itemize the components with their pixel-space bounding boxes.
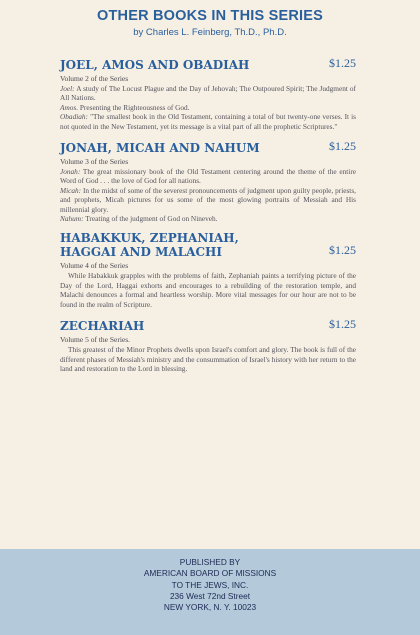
book-list [60,56,356,381]
prophet-label: Micah: [60,185,82,195]
book-description [60,84,356,103]
prophet-label: Nahum: [60,214,84,224]
publisher-city: NEW YORK, N. Y. 10023 [163,602,257,613]
book-description [60,167,356,186]
volume-label: Volume 2 of the Series [60,74,129,83]
description-text: The great missionary book of the Old Testament centering around the theme of the entire Word of God . . . the love of God for all nations. [60,167,356,186]
prophet-label: Amos. [60,102,79,112]
book-description: While Habakkuk grapples with the problems of faith, Zephaniah paints a terrifying picture of the Day of the Lord, Haggai exhorts and encourages to a rebuilding of the restoration temple, and Malachi denounces a formal and heartless worship. More vital messages for our hour are not to be found in the realm of Scripture. [60,271,356,309]
book-description [60,214,356,223]
prophet-label: Jonah: [60,167,81,177]
book-entry [60,317,356,373]
publisher-info [0,557,420,613]
book-price: $1.25 [329,243,356,258]
book-description: This greatest of the Minor Prophets dwells upon Israel's comfort and glory. The book is full of the different phases of Messiah's ministry and the consummation of Israel's history with her return to the land and restoration to the Lord in blessing. [60,345,356,373]
book-title: JONAH, MICAH AND NAHUM [60,141,260,156]
description-text: "The smallest book in the Old Testament, containing a total of but twenty-one verses. It is not quoted in the New Testament, yet its message is a vital part of all the prophetic Scriptures." [60,112,356,131]
publisher-name: TO THE JEWS, INC. [171,579,249,590]
volume-label: Volume 4 of the Series [60,261,129,271]
prophet-label: Joel: [60,84,75,93]
book-price: $1.25 [329,56,356,70]
description-text: A study of The Locust Plague and the Day of Jehovah; The Outpoured Spirit; The Judgment of All Nations. [60,84,356,103]
page-title: OTHER BOOKS IN THIS SERIES [97,8,323,24]
book-price: $1.25 [329,139,356,154]
publisher-line: PUBLISHED BY [179,557,241,567]
book-title: ZECHARIAH [60,319,145,334]
book-entry [60,139,356,223]
book-price: $1.25 [329,317,356,332]
header [0,8,420,38]
book-entry [60,231,356,309]
author-byline: by Charles L. Feinberg, Th.D., Ph.D. [133,27,287,38]
description-text: Presenting the Righteousness of God. [78,102,190,112]
book-title: JOEL, AMOS AND OBADIAH [60,58,250,72]
book-title: HABAKKUK, ZEPHANIAH, HAGGAI AND MALACHI [60,231,239,260]
description-text: In the midst of some of the severest pronouncements of judgment upon guilty people, priests, and prophets, Micah pictures for us some of the most glowing portraits of Messiah and His millennial glory. [60,185,356,214]
book-description [60,103,356,112]
description-text: Treating of the judgment of God on Nineveh. [83,214,218,224]
book-entry [60,56,356,131]
volume-label: Volume 5 of the Series. [60,335,131,345]
publisher-name: AMERICAN BOARD OF MISSIONS [143,568,277,579]
book-description [60,112,356,131]
publisher-address: 236 West 72nd Street [169,590,251,601]
book-description [60,186,356,214]
volume-label: Volume 3 of the Series [60,157,129,167]
prophet-label: Obadiah: [60,112,88,122]
